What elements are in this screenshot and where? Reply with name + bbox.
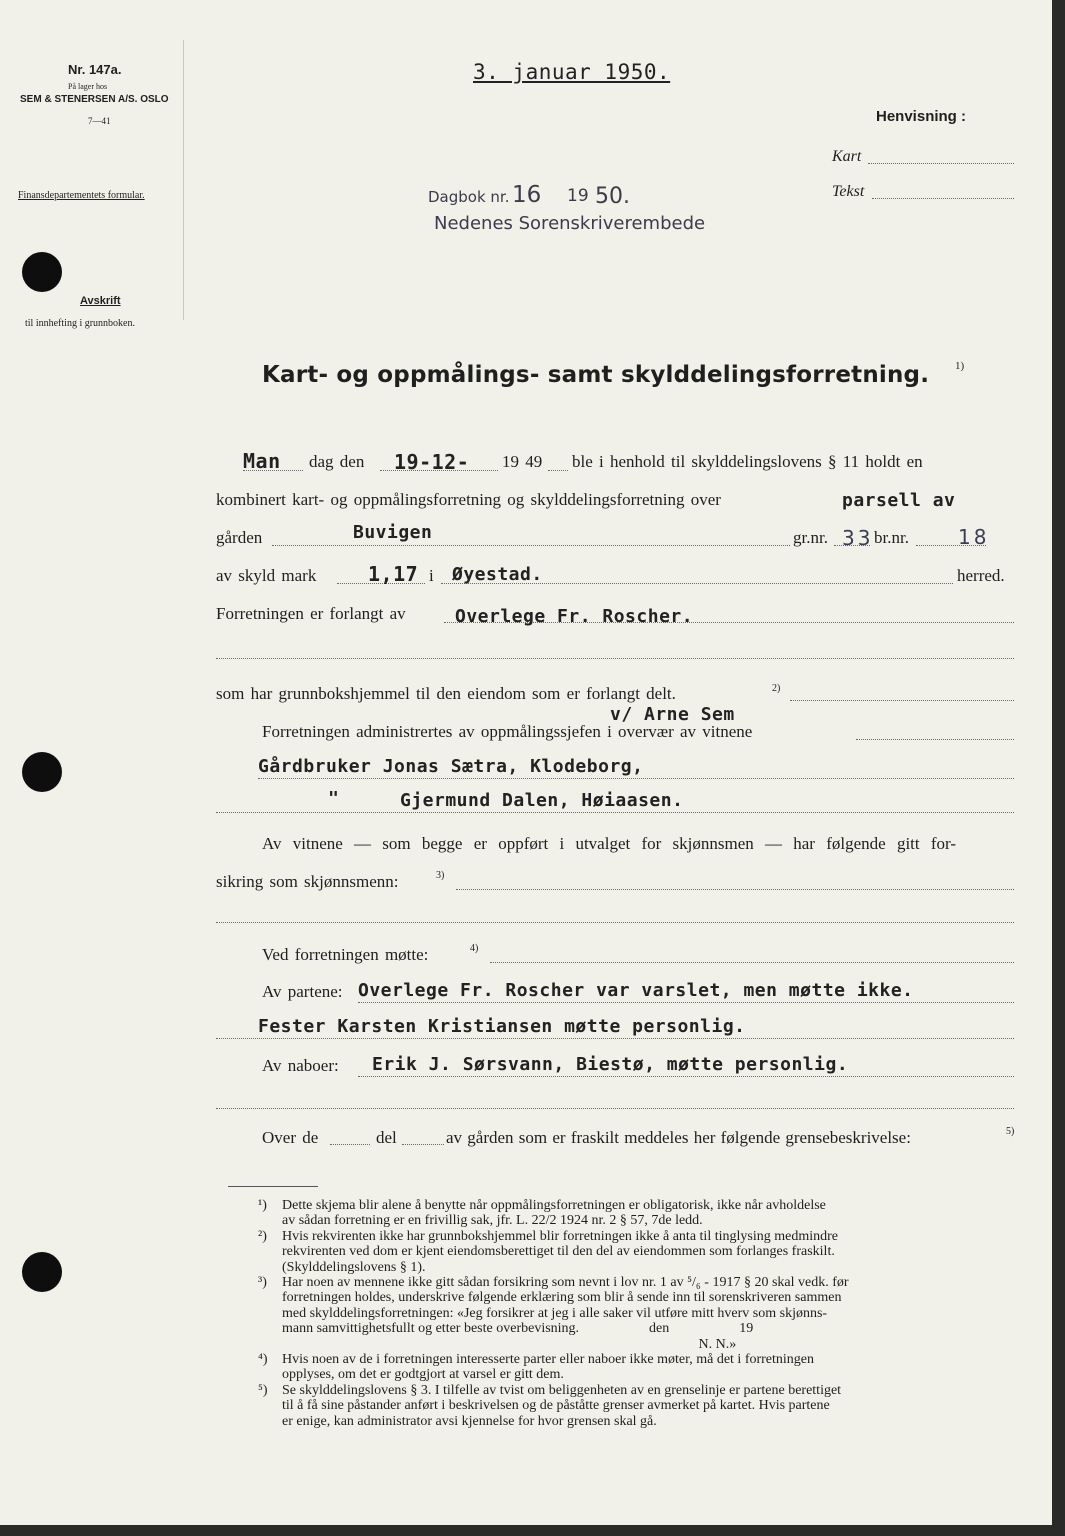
dagbok-year-suffix: 50. xyxy=(595,184,630,209)
line2-text: kombinert kart- og oppmålingsforretning og skylddelingsforretning over xyxy=(216,490,721,509)
footnote-line: Hvis noen av de i forretningen interesserte parter eller naboer ikke møter, må det i forretningen xyxy=(282,1352,815,1367)
footnotes xyxy=(258,1198,1018,1438)
witness-1-line xyxy=(258,778,1014,779)
margin-rule xyxy=(183,40,184,320)
dagbok-number: 16 xyxy=(512,182,542,208)
form-title: Kart- og oppmålings- samt skylddelingsforretning. xyxy=(262,362,930,388)
del-line xyxy=(402,1144,444,1145)
footnote-line: opplyses, om det er godtgjort at varsel er gitt dem. xyxy=(282,1367,564,1383)
partene-label: Av partene: xyxy=(262,982,343,1001)
ditto-mark: " xyxy=(328,788,340,809)
skyld-label: av skyld mark xyxy=(216,566,317,585)
grensebeskrivelse-text: av gården som er fraskilt meddeles her følgende grensebeskrivelse: xyxy=(446,1128,911,1147)
footnote-line: Se skylddelingslovens § 3. I tilfelle av tvist om beliggenheten av en grenselinje er partene berettiget xyxy=(282,1382,842,1398)
fester-value: Fester Karsten Kristiansen møtte personlig. xyxy=(258,1016,746,1037)
weekday-value: Man xyxy=(243,449,281,473)
dag-den-label: dag den xyxy=(309,452,365,471)
tekst-label: Tekst xyxy=(832,183,865,200)
henvisning-heading: Henvisning : xyxy=(876,108,967,125)
forsikring-text: sikring som skjønnsmenn: xyxy=(216,872,399,891)
grnr-value: 33 xyxy=(842,526,874,550)
skyld-value: 1,17 xyxy=(368,562,419,586)
footnote-line: med skylddelingsforretningen: «Jeg forsikrer at jeg i alle saker vil utføre mitt hverv som skjønns- xyxy=(282,1305,828,1321)
punch-hole-bottom xyxy=(22,1252,62,1292)
motte-line xyxy=(490,962,1014,963)
footnote-number: ⁵) xyxy=(258,1382,268,1398)
form-number: Nr. 147a. xyxy=(68,62,122,77)
footnote-number: ²) xyxy=(258,1228,267,1244)
date-line xyxy=(380,470,498,471)
witness-1: Gårdbruker Jonas Sætra, Klodeborg, xyxy=(258,756,644,777)
parcel-value: parsell av xyxy=(842,490,956,511)
blank-line-1 xyxy=(216,658,1014,659)
administrert-text: Forretningen administrertes av oppmålingssjefen i overvær av vitnene xyxy=(262,722,753,741)
motte-footnote-ref: 4) xyxy=(470,943,479,954)
del-label: del xyxy=(376,1128,397,1147)
skyld-i: i xyxy=(429,566,434,585)
footnote-line: mann samvittighetsfullt og etter beste overbevisning. den 19 xyxy=(282,1321,754,1337)
footnote-line: (Skylddelingslovens § 1). xyxy=(282,1259,426,1275)
avskrift-label: Avskrift xyxy=(80,295,121,307)
footnote-number: ¹) xyxy=(258,1198,267,1213)
dagbok-prefix: Dagbok nr. xyxy=(428,188,510,206)
place-value: Øyestad. xyxy=(452,564,543,585)
department-label: Finansdepartementets formular. xyxy=(18,190,145,201)
vitner-line xyxy=(856,739,1014,740)
footnote-line: N. N.» xyxy=(282,1336,737,1352)
forlangt-label: Forretningen er forlangt av xyxy=(216,604,406,623)
blank-line-3 xyxy=(216,1108,1014,1109)
office-stamp: Nedenes Sorenskriverembede xyxy=(434,213,706,234)
over-de-line xyxy=(330,1144,370,1145)
avskrift-note: til innhefting i grunnboken. xyxy=(25,318,135,329)
fester-line xyxy=(216,1038,1014,1039)
naboer-label: Av naboer: xyxy=(262,1056,339,1075)
administrator-insert: v/ Arne Sem xyxy=(610,704,735,725)
over-de-label: Over de xyxy=(262,1128,319,1147)
witness-2: Gjermund Dalen, Høiaasen. xyxy=(400,790,684,811)
partene-line xyxy=(358,1002,1014,1003)
garden-line xyxy=(272,545,790,546)
blank-line-2 xyxy=(216,922,1014,923)
farm-name-value: Buvigen xyxy=(353,522,433,543)
footnote-line: av sådan forretning er en frivillig sak, jfr. L. 22/2 1924 nr. 2 § 57, 7de ledd. xyxy=(282,1213,703,1229)
hjemmel-line xyxy=(790,700,1014,701)
footnote-line: forretningen holdes, underskrive følgende erklæring som blir å sende inn til sorenskriveren sammen xyxy=(282,1290,842,1306)
hjemmel-footnote-ref: 2) xyxy=(772,683,781,694)
publisher-line1: På lager hos xyxy=(68,82,108,91)
requester-value: Overlege Fr. Roscher. xyxy=(455,606,694,627)
kart-label: Kart xyxy=(832,148,862,165)
naboer-line xyxy=(358,1076,1014,1077)
year-value: 19 49 xyxy=(502,452,543,471)
brnr-value: 18 xyxy=(958,525,990,549)
brnr-label: br.nr. xyxy=(874,528,909,547)
footnote-line: Dette skjema blir alene å benytte når oppmålingsforretningen er obligatorisk, ikke når avholdelse xyxy=(282,1198,826,1213)
partene-value: Overlege Fr. Roscher var varslet, men møtte ikke. xyxy=(358,980,914,1001)
vitner-text: Av vitnene — som begge er oppført i utvalget for skjønnsmen — har følgende gitt for- xyxy=(262,834,957,853)
footnote-separator xyxy=(228,1186,318,1187)
line1-rest: ble i henhold til skylddelingslovens § 11 holdt en xyxy=(572,452,923,471)
footnote-number: ³) xyxy=(258,1275,267,1290)
document-date: 3. januar 1950. xyxy=(473,60,671,84)
publisher-line2: SEM & STENERSEN A/S. OSLO xyxy=(20,94,169,105)
motte-text: Ved forretningen møtte: xyxy=(262,945,429,964)
footnote-line: rekvirenten ved dom er kjent eiendomsberettiget til den del av eiendommen som forlanges fraskilt. xyxy=(282,1244,835,1260)
naboer-value: Erik J. Sørsvann, Biestø, møtte personlig. xyxy=(372,1054,849,1075)
footnote-line: Hvis rekvirenten ikke har grunnbokshjemmel blir forretningen ikke å anta til tinglysing medmindre xyxy=(282,1228,838,1244)
punch-hole-middle xyxy=(22,752,62,792)
forsikring-footnote-ref: 3) xyxy=(436,870,445,881)
hjemmel-text: som har grunnbokshjemmel til den eiendom som er forlangt delt. xyxy=(216,684,676,703)
witness-2-line xyxy=(216,812,1014,813)
grnr-label: gr.nr. xyxy=(793,528,828,547)
dagbok-year-prefix: 19 xyxy=(567,186,589,206)
weekday-line xyxy=(243,470,303,471)
year-line xyxy=(548,470,568,471)
form-edition: 7—41 xyxy=(88,116,111,126)
footnote-line: til å få sine påstander anført i beskrivelsen og de påståtte grenser avmerket på kartet. Hvis partene xyxy=(282,1398,830,1414)
garden-label: gården xyxy=(216,528,263,547)
footnote-line: er enige, kan administrator avsi kjennelse for hvor grensen skal gå. xyxy=(282,1413,657,1429)
title-footnote-ref: 1) xyxy=(955,360,965,372)
herred-label: herred. xyxy=(957,566,1005,585)
forsikring-line xyxy=(456,889,1014,890)
tekst-line xyxy=(872,198,1014,199)
date-value: 19-12- xyxy=(394,450,470,474)
footnote-number: ⁴) xyxy=(258,1352,268,1367)
footnote-line: Har noen av mennene ikke gitt sådan forsikring som nevnt i lov nr. 1 av ⁵/₆ - 1917 § 20 skal vedk. før xyxy=(282,1275,849,1290)
kart-line xyxy=(868,163,1014,164)
grense-footnote-ref: 5) xyxy=(1006,1126,1015,1137)
punch-hole-top xyxy=(22,252,62,292)
